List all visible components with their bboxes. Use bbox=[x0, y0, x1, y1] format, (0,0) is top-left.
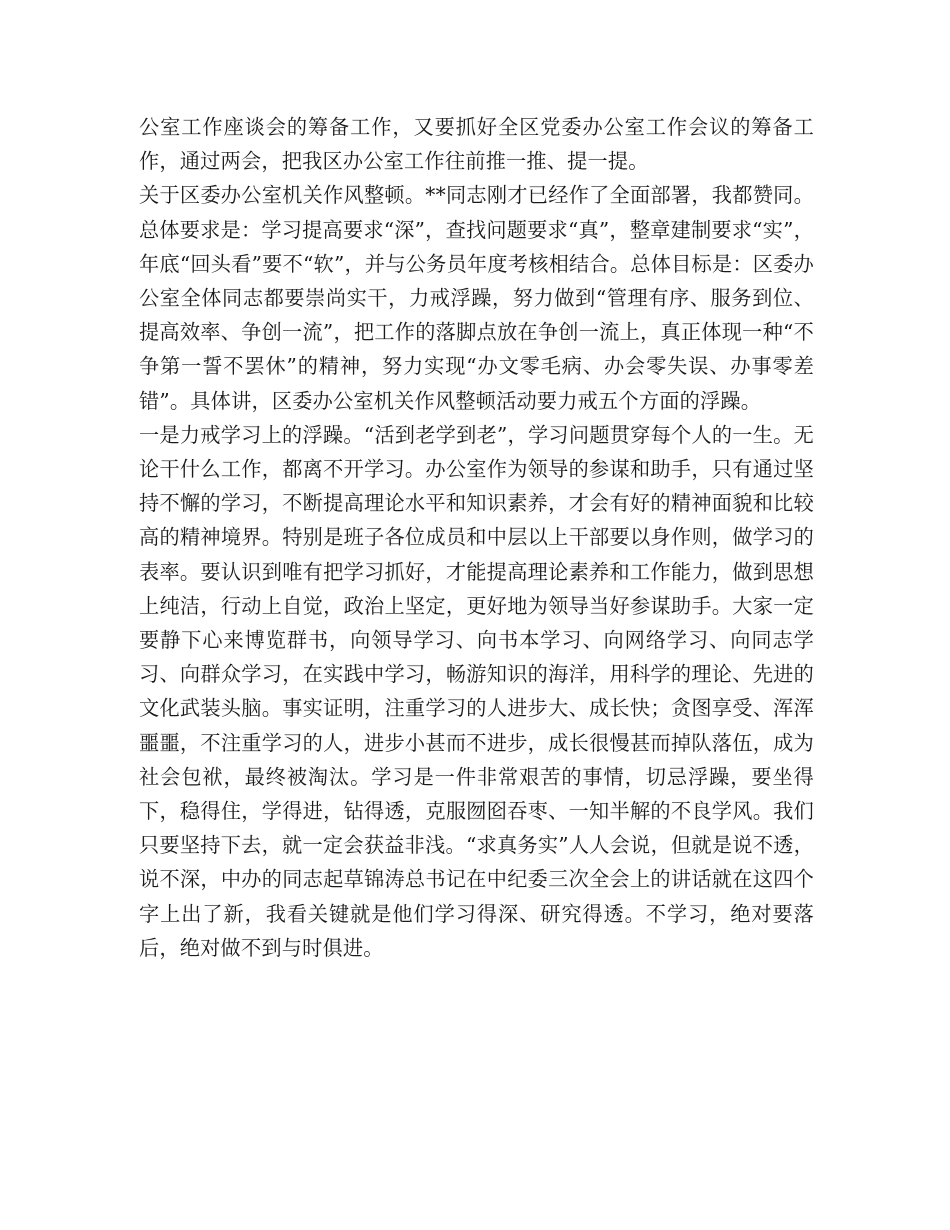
paragraph-1: 公室工作座谈会的筹备工作，又要抓好全区党委办公室工作会议的筹备工作，通过两会，把我区办公室工作往前推一推、提一提。 bbox=[139, 115, 814, 174]
paragraph-2: 关于区委办公室机关作风整顿。**同志刚才已经作了全面部署，我都赞同。总体要求是：学习提高要求“深”，查找问题要求“真”，整章建制要求“实”，年底“回头看”要不“软”，并与公务员年度考核相结合。总体目标是：区委办公室全体同志都要崇尚实干，力戒浮躁，努力做到“管理有序、服务到位、提高效率、争创一流”，把工作的落脚点放在争创一流上，真正体现一种“不争第一誓不罢休”的精神，努力实现“办文零毛病、办会零失误、办事零差错”。具体讲，区委办公室机关作风整顿活动要力戒五个方面的浮躁。 bbox=[139, 183, 814, 413]
paragraph-3: 一是力戒学习上的浮躁。“活到老学到老”，学习问题贯穿每个人的一生。无论干什么工作，都离不开学习。办公室作为领导的参谋和助手，只有通过坚持不懈的学习，不断提高理论水平和知识素养，才会有好的精神面貌和比较高的精神境界。特别是班子各位成员和中层以上干部要以身作则，做学习的表率。要认识到唯有把学习抓好，才能提高理论素养和工作能力，做到思想上纯洁，行动上自觉，政治上坚定，更好地为领导当好参谋助手。大家一定要静下心来博览群书，向领导学习、向书本学习、向网络学习、向同志学习、向群众学习，在实践中学习，畅游知识的海洋，用科学的理论、先进的文化武装头脑。事实证明，注重学习的人进步大、成长快；贪图享受、浑浑噩噩，不注重学习的人，进步小甚而不进步，成长很慢甚而掉队落伍，成为社会包袱，最终被淘汰。学习是一件非常艰苦的事情，切忌浮躁，要坐得下，稳得住，学得进，钻得透，克服囫囵吞枣、一知半解的不良学风。我们只要坚持下去，就一定会获益非浅。“求真务实”人人会说，但就是说不透，说不深，中办的同志起草锦涛总书记在中纪委三次全会上的讲话就在这四个字上出了新，我看关键就是他们学习得深、研究得透。不学习，绝对要落后，绝对做不到与时俱进。 bbox=[139, 422, 814, 960]
document-body bbox=[139, 110, 814, 965]
